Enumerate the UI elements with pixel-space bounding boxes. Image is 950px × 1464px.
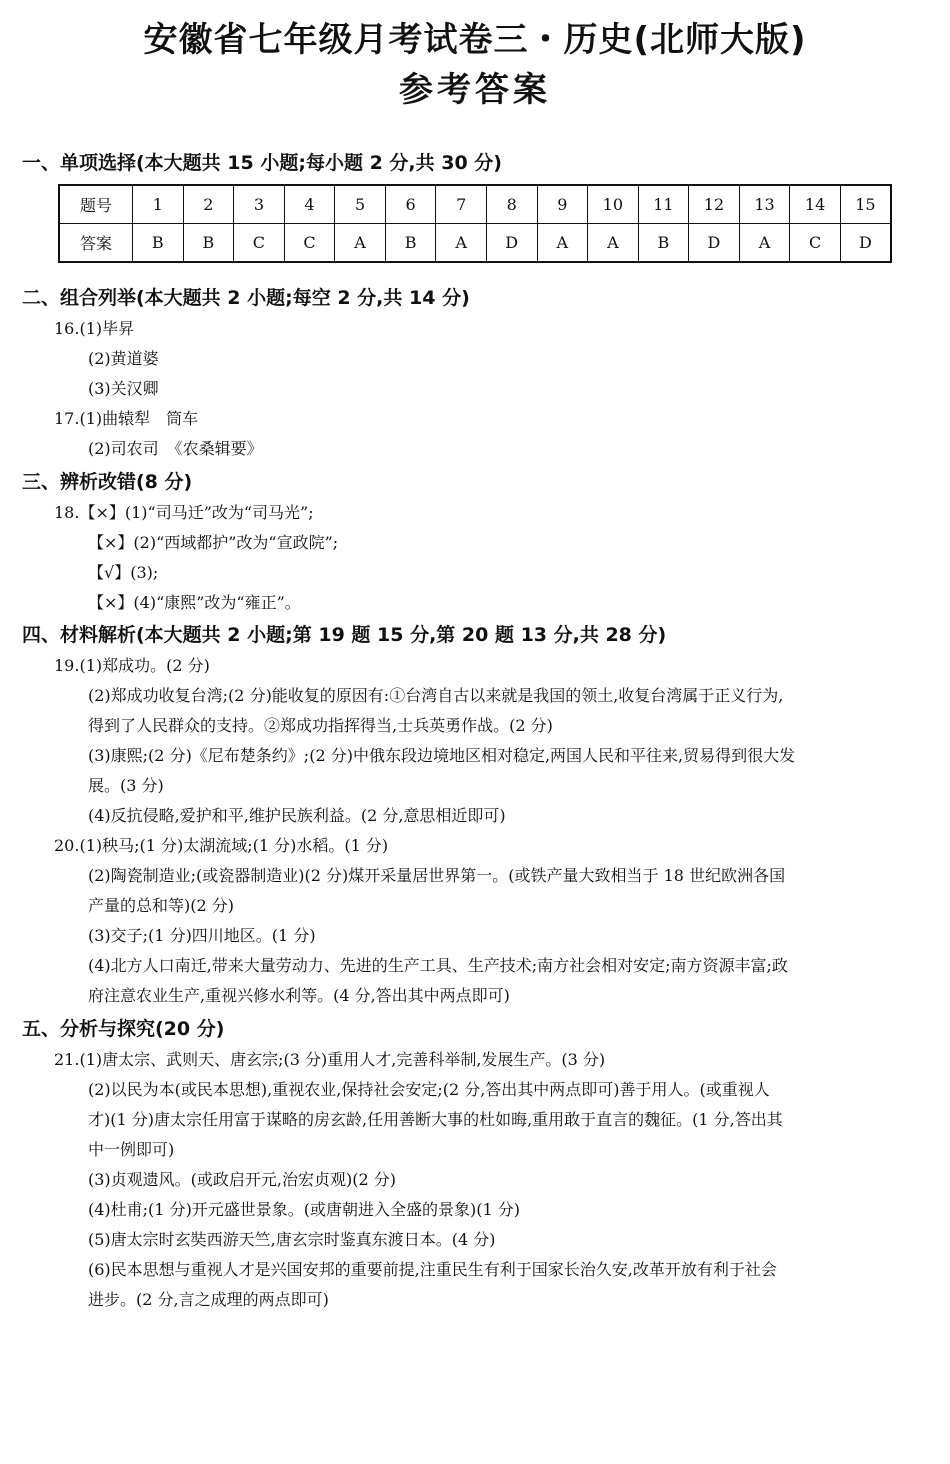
- answer-line: (4)北方人口南迁,带来大量劳动力、先进的生产工具、生产技术;南方社会相对安定;南方资源丰富;政: [88, 956, 788, 975]
- answer-line: (3)交子;(1 分)四川地区。(1 分): [88, 926, 316, 945]
- question-number-cell: 5: [335, 185, 386, 224]
- answer-cell: C: [790, 224, 841, 263]
- answer-line: 进步。(2 分,言之成理的两点即可): [88, 1290, 329, 1309]
- answer-line: (4)杜甫;(1 分)开元盛世景象。(或唐朝进入全盛的景象)(1 分): [88, 1200, 521, 1219]
- answer-line: (5)唐太宗时玄奘西游天竺,唐玄宗时鉴真东渡日本。(4 分): [88, 1230, 496, 1249]
- answer-line: 才)(1 分)唐太宗任用富于谋略的房玄龄,任用善断大事的杜如晦,重用敢于直言的魏征。(1 分,答出其: [88, 1110, 783, 1129]
- answer-line: (4)反抗侵略,爱护和平,维护民族利益。(2 分,意思相近即可): [88, 806, 506, 825]
- table-header-cell: 题号: [59, 185, 133, 224]
- answer-cell: B: [133, 224, 184, 263]
- question-number-cell: 7: [436, 185, 487, 224]
- answer-line: 18.【×】(1)“司马迁”改为“司马光”;: [54, 503, 314, 522]
- answer-line: (2)司农司 《农桑辑要》: [88, 439, 263, 458]
- section-heading: 一、单项选择(本大题共 15 小题;每小题 2 分,共 30 分): [22, 152, 502, 174]
- answer-cell: D: [840, 224, 891, 263]
- question-number-cell: 10: [588, 185, 639, 224]
- section-heading: 四、材料解析(本大题共 2 小题;第 19 题 15 分,第 20 题 13 分,共 28 分): [22, 624, 667, 646]
- answer-cell: B: [183, 224, 234, 263]
- answer-cell: A: [588, 224, 639, 263]
- answer-line: 府注意农业生产,重视兴修水利等。(4 分,答出其中两点即可): [88, 986, 510, 1005]
- answer-line: 产量的总和等)(2 分): [88, 896, 234, 915]
- question-number-cell: 15: [840, 185, 891, 224]
- answer-line: (3)康熙;(2 分)《尼布楚条约》;(2 分)中俄东段边境地区相对稳定,两国人民和平往来,贸易得到很大发: [88, 746, 796, 765]
- answer-line: 20.(1)秧马;(1 分)太湖流域;(1 分)水稻。(1 分): [54, 836, 389, 855]
- answer-line: 【√】(3);: [88, 563, 159, 582]
- answer-cell: B: [385, 224, 436, 263]
- question-number-cell: 1: [133, 185, 184, 224]
- answer-line: (2)郑成功收复台湾;(2 分)能收复的原因有:①台湾自古以来就是我国的领土,收复台湾属于正义行为,: [88, 686, 784, 705]
- section-heading: 三、辨析改错(8 分): [22, 471, 193, 493]
- answer-line: 【×】(4)“康熙”改为“雍正”。: [88, 593, 301, 612]
- answer-line: (3)贞观遗风。(或政启开元,治宏贞观)(2 分): [88, 1170, 396, 1189]
- answer-line: 16.(1)毕昇: [54, 319, 135, 338]
- answer-cell: C: [284, 224, 335, 263]
- answer-line: 得到了人民群众的支持。②郑成功指挥得当,士兵英勇作战。(2 分): [88, 716, 553, 735]
- answer-cell: D: [486, 224, 537, 263]
- table-row: [59, 185, 891, 224]
- question-number-cell: 2: [183, 185, 234, 224]
- question-number-cell: 6: [385, 185, 436, 224]
- answer-cell: A: [436, 224, 487, 263]
- answer-cell: A: [739, 224, 790, 263]
- answer-line: (3)关汉卿: [88, 379, 159, 398]
- page-subtitle: 参考答案: [399, 70, 551, 110]
- answer-line: (2)以民为本(或民本思想),重视农业,保持社会安定;(2 分,答出其中两点即可)善于用人。(或重视人: [88, 1080, 770, 1099]
- question-number-cell: 14: [790, 185, 841, 224]
- answer-line: (2)黄道婆: [88, 349, 159, 368]
- answer-cell: A: [335, 224, 386, 263]
- page-title: 安徽省七年级月考试卷三・历史(北师大版): [143, 20, 807, 60]
- answer-line: (2)陶瓷制造业;(或瓷器制造业)(2 分)煤开采量居世界第一。(或铁产量大致相当于 18 世纪欧洲各国: [88, 866, 786, 885]
- answer-line: 17.(1)曲辕犁 筒车: [54, 409, 199, 428]
- table-row: [59, 224, 891, 263]
- question-number-cell: 8: [486, 185, 537, 224]
- answer-line: (6)民本思想与重视人才是兴国安邦的重要前提,注重民生有利于国家长治久安,改革开放有利于社会: [88, 1260, 777, 1279]
- question-number-cell: 11: [638, 185, 689, 224]
- answer-cell: B: [638, 224, 689, 263]
- question-number-cell: 4: [284, 185, 335, 224]
- section-heading: 二、组合列举(本大题共 2 小题;每空 2 分,共 14 分): [22, 287, 470, 309]
- answer-table: [58, 184, 892, 263]
- section-heading: 五、分析与探究(20 分): [22, 1018, 225, 1040]
- question-number-cell: 9: [537, 185, 588, 224]
- answer-line: 【×】(2)“西域都护”改为“宣政院”;: [88, 533, 339, 552]
- answer-line: 展。(3 分): [88, 776, 164, 795]
- answer-line: 19.(1)郑成功。(2 分): [54, 656, 210, 675]
- answer-cell: D: [689, 224, 740, 263]
- answer-cell: C: [234, 224, 285, 263]
- table-header-cell: 答案: [59, 224, 133, 263]
- answer-line: 中一例即可): [88, 1140, 175, 1159]
- answer-line: 21.(1)唐太宗、武则天、唐玄宗;(3 分)重用人才,完善科举制,发展生产。(3 分): [54, 1050, 606, 1069]
- answer-cell: A: [537, 224, 588, 263]
- question-number-cell: 3: [234, 185, 285, 224]
- question-number-cell: 13: [739, 185, 790, 224]
- question-number-cell: 12: [689, 185, 740, 224]
